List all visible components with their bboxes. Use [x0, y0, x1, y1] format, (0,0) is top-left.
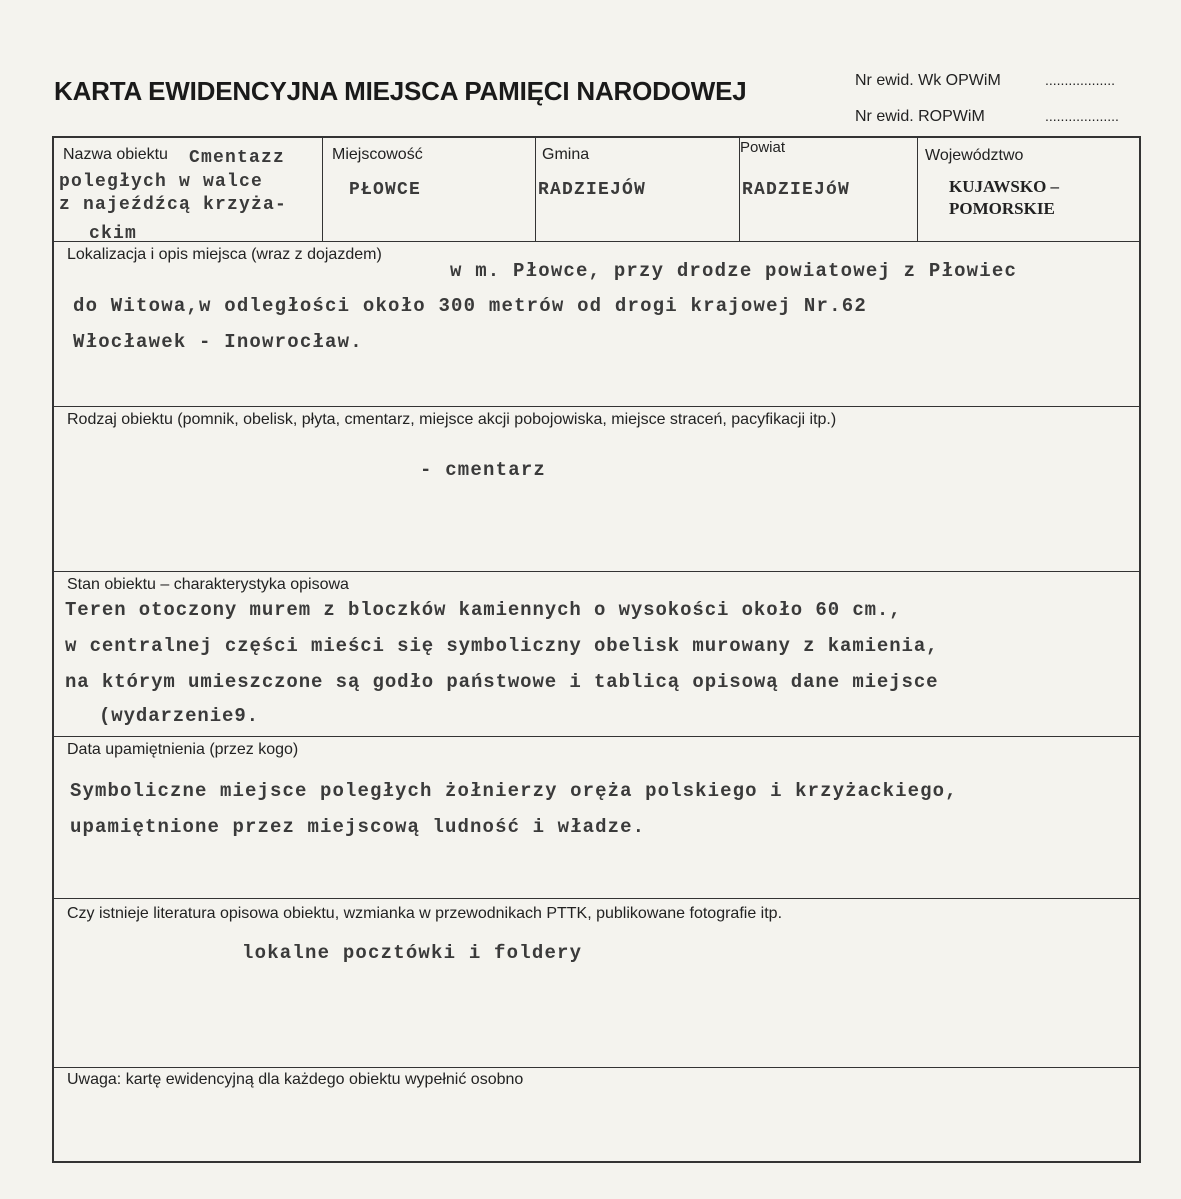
- evid-wk-opwim: [855, 72, 1116, 90]
- literatura-value: lokalne pocztówki i foldery: [242, 942, 583, 964]
- form-table: [52, 136, 1141, 1163]
- uwaga-section: [54, 1068, 1139, 1163]
- powiat-cell[interactable]: [740, 138, 918, 241]
- powiat-value: RADZIEJóW: [742, 180, 851, 200]
- miejscowosc-cell[interactable]: [323, 138, 536, 241]
- gmina-label: Gmina: [542, 146, 590, 163]
- miejscowosc-label: Miejscowość: [332, 146, 423, 163]
- stan-section[interactable]: [54, 572, 1139, 737]
- rodzaj-label: Rodzaj obiektu (pomnik, obelisk, płyta, cmentarz, miejsce akcji pobojowiska, miejsce straceń, pacyfikacji itp.): [67, 411, 837, 428]
- rodzaj-section[interactable]: [54, 407, 1139, 572]
- wojewodztwo-value-1: KUJAWSKO –: [949, 177, 1060, 196]
- identification-row: [54, 138, 1139, 242]
- wojewodztwo-label: Województwo: [925, 147, 1024, 164]
- powiat-label: Powiat: [740, 139, 786, 156]
- literatura-section[interactable]: [54, 899, 1139, 1068]
- evid-ropwim: [855, 108, 1119, 126]
- evid-ro-field[interactable]: ...................: [1045, 108, 1119, 124]
- nazwa-obiektu-value-1: Cmentazz: [189, 148, 286, 168]
- lokalizacja-section[interactable]: [54, 242, 1139, 407]
- nazwa-obiektu-label: Nazwa obiektu: [63, 146, 168, 163]
- stan-line-4: (wydarzenie9.: [99, 705, 259, 727]
- uwaga-label: Uwaga: kartę ewidencyjną dla każdego obiektu wypełnić osobno: [67, 1071, 524, 1088]
- literatura-label: Czy istnieje literatura opisowa obiektu, wzmianka w przewodnikach PTTK, publikowane fotografie itp.: [67, 905, 783, 922]
- page-title: KARTA EWIDENCYJNA MIEJSCA PAMIĘCI NARODOWEJ: [54, 76, 747, 106]
- miejscowosc-value: PŁOWCE: [349, 180, 422, 200]
- nazwa-obiektu-cell[interactable]: [54, 138, 323, 244]
- stan-line-2: w centralnej części mieści się symboliczny obelisk murowany z kamienia,: [65, 635, 939, 657]
- data-upamietnienia-section[interactable]: [54, 737, 1139, 899]
- data-upamietnienia-line-1: Symboliczne miejsce poległych żołnierzy oręża polskiego i krzyżackiego,: [70, 780, 958, 802]
- wojewodztwo-cell[interactable]: [918, 138, 1141, 241]
- lokalizacja-line-1: w m. Płowce, przy drodze powiatowej z Płowiec: [450, 260, 1018, 282]
- rodzaj-value: - cmentarz: [420, 459, 547, 481]
- data-upamietnienia-label: Data upamiętnienia (przez kogo): [67, 741, 299, 758]
- nazwa-obiektu-value-4: ckim: [89, 224, 138, 244]
- stan-line-1: Teren otoczony murem z bloczków kamiennych o wysokości około 60 cm.,: [65, 599, 902, 621]
- data-upamietnienia-line-2: upamiętnione przez miejscową ludność i władze.: [70, 816, 646, 838]
- evid-wk-label: Nr ewid. Wk OPWiM: [855, 72, 1001, 89]
- lokalizacja-label: Lokalizacja i opis miejsca (wraz z dojazdem): [67, 246, 382, 263]
- nazwa-obiektu-value-2: poległych w walce: [59, 172, 264, 192]
- gmina-value: RADZIEJÓW: [538, 180, 647, 200]
- lokalizacja-line-3: Włocławek - Inowrocław.: [73, 331, 363, 353]
- stan-line-3: na którym umieszczone są godło państwowe i tablicą opisową dane miejsce: [65, 671, 939, 693]
- evid-ro-label: Nr ewid. ROPWiM: [855, 108, 985, 125]
- nazwa-obiektu-value-3: z najeźdźcą krzyża-: [59, 195, 288, 215]
- evid-wk-field[interactable]: ..................: [1045, 72, 1116, 88]
- stan-label: Stan obiektu – charakterystyka opisowa: [67, 576, 349, 593]
- wojewodztwo-value-2: POMORSKIE: [949, 199, 1055, 218]
- lokalizacja-line-2: do Witowa,w odległości około 300 metrów od drogi krajowej Nr.62: [73, 295, 867, 317]
- gmina-cell[interactable]: [536, 138, 740, 241]
